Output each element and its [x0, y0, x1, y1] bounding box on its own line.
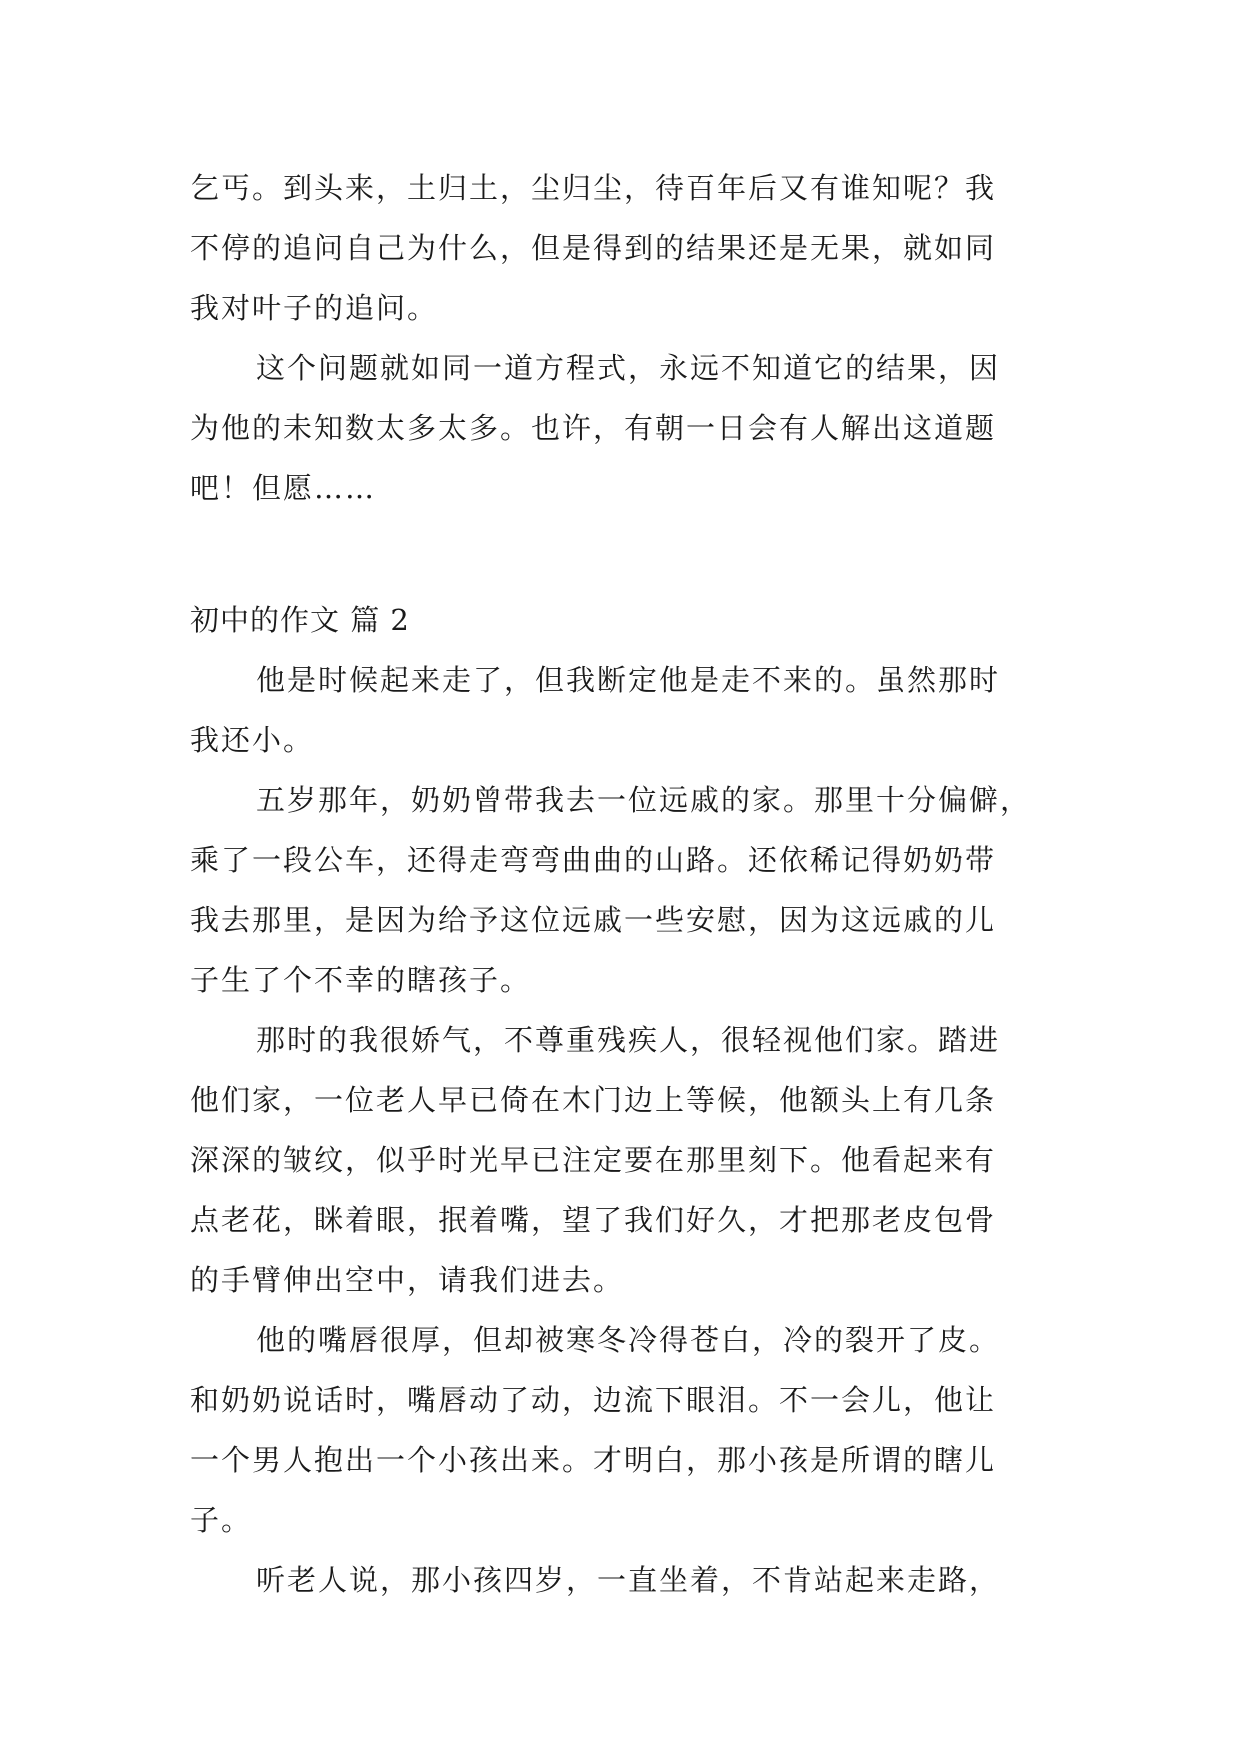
section-heading: 初中的作文 篇 2	[190, 603, 410, 637]
text-line: 听老人说，那小孩四岁，一直坐着，不肯站起来走路，	[256, 1563, 1001, 1597]
text-line: 乘了一段公车，还得走弯弯曲曲的山路。还依稀记得奶奶带	[190, 843, 997, 877]
text-line: 不停的追问自己为什么，但是得到的结果还是无果，就如同	[190, 231, 997, 265]
text-line: 子。	[190, 1503, 253, 1537]
paragraph	[190, 158, 1050, 338]
text-line: 的手臂伸出空中，请我们进去。	[190, 1263, 625, 1297]
text-line: 他的嘴唇很厚，但却被寒冬冷得苍白，冷的裂开了皮。	[256, 1323, 1001, 1357]
section-2	[190, 590, 1050, 1610]
text-line: 乞丐。到头来，土归土，尘归尘，待百年后又有谁知呢？我	[190, 171, 997, 205]
text-line: 他们家，一位老人早已倚在木门边上等候，他额头上有几条	[190, 1083, 997, 1117]
section-1	[190, 158, 1050, 518]
text-line: 一个男人抱出一个小孩出来。才明白，那小孩是所谓的瞎儿	[190, 1443, 997, 1477]
paragraph	[190, 770, 1050, 1010]
text-line: 我去那里，是因为给予这位远戚一些安慰，因为这远戚的儿	[190, 903, 997, 937]
text-line: 他是时候起来走了，但我断定他是走不来的。虽然那时	[256, 663, 1001, 697]
paragraph	[190, 1010, 1050, 1310]
text-line: 那时的我很娇气，不尊重残疾人，很轻视他们家。踏进	[256, 1023, 1001, 1057]
text-line: 我还小。	[190, 723, 315, 757]
text-line: 为他的未知数太多太多。也许，有朝一日会有人解出这道题	[190, 411, 997, 445]
text-line: 五岁那年，奶奶曾带我去一位远戚的家。那里十分偏僻，	[256, 783, 1032, 817]
text-line: 吧！但愿……	[190, 471, 377, 505]
paragraph	[190, 650, 1050, 770]
section-gap	[190, 518, 1050, 590]
text-line: 我对叶子的追问。	[190, 291, 439, 325]
text-line: 点老花，眯着眼，抿着嘴，望了我们好久，才把那老皮包骨	[190, 1203, 997, 1237]
document-page	[190, 158, 1050, 1610]
text-line: 这个问题就如同一道方程式，永远不知道它的结果，因	[256, 351, 1001, 385]
text-line: 和奶奶说话时，嘴唇动了动，边流下眼泪。不一会儿，他让	[190, 1383, 997, 1417]
paragraph	[190, 1310, 1050, 1550]
text-line: 子生了个不幸的瞎孩子。	[190, 963, 532, 997]
paragraph	[190, 1550, 1050, 1610]
paragraph	[190, 338, 1050, 518]
text-line: 深深的皱纹，似乎时光早已注定要在那里刻下。他看起来有	[190, 1143, 997, 1177]
